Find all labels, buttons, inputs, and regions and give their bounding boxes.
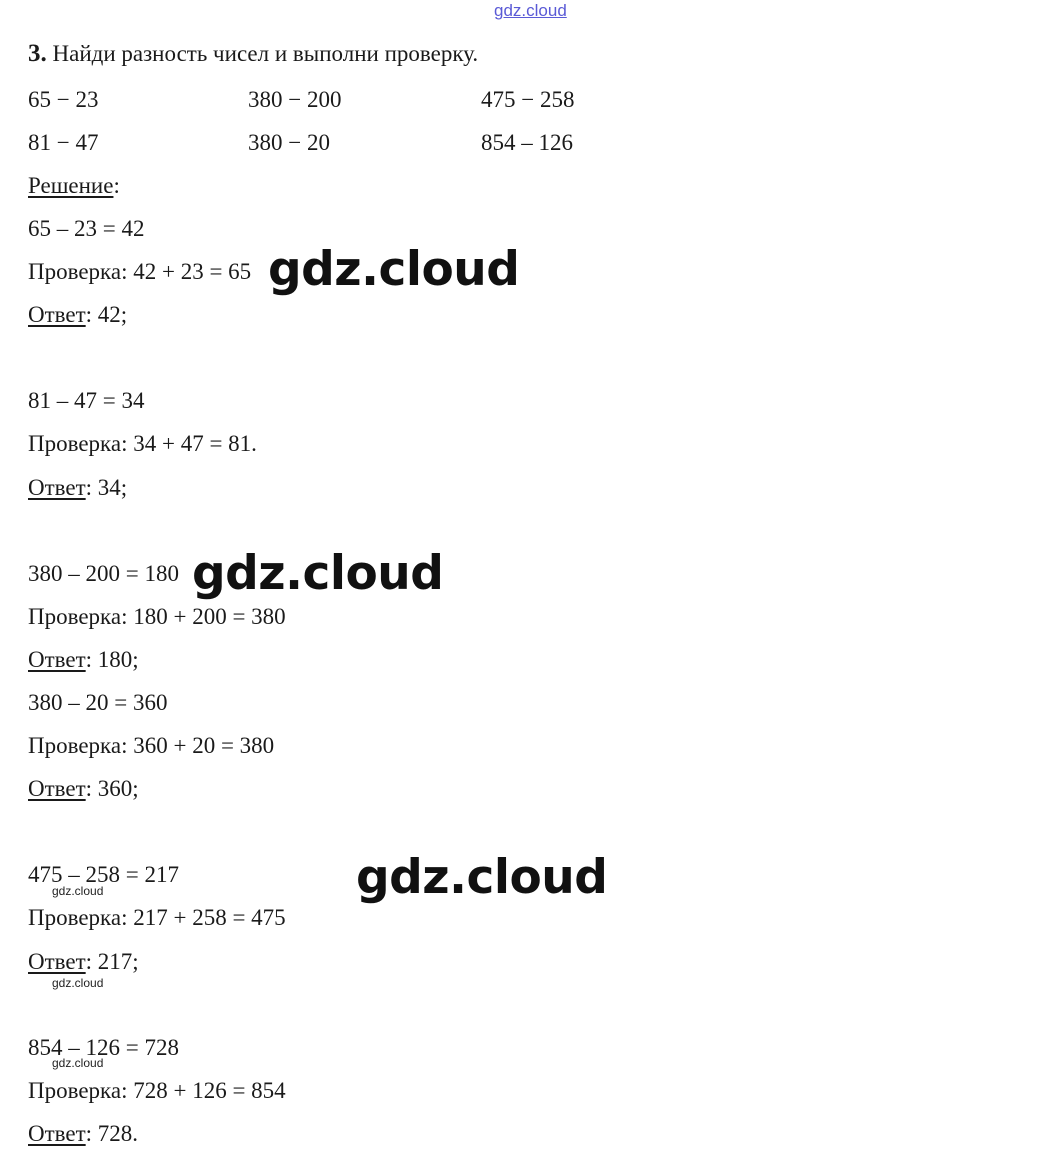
exercise-item: 81 − 47 bbox=[28, 130, 99, 155]
watermark-large: gdz.cloud bbox=[192, 546, 444, 601]
solution-equation: 475 – 258 = 217 bbox=[28, 862, 179, 887]
solution-equation: 65 – 23 = 42 bbox=[28, 216, 145, 241]
task-text: Найди разность чисел и выполни проверку. bbox=[52, 41, 479, 66]
solution-colon: : bbox=[113, 173, 120, 198]
exercise-item: 65 − 23 bbox=[28, 87, 99, 112]
solution-answer bbox=[28, 646, 139, 674]
exercise-item: 380 − 200 bbox=[248, 87, 342, 112]
watermark-small: gdz.cloud bbox=[52, 976, 104, 990]
watermark-large: gdz.cloud bbox=[268, 242, 520, 297]
task-title bbox=[28, 40, 478, 68]
solution-answer bbox=[28, 1120, 138, 1148]
watermark-top: gdz.cloud bbox=[494, 1, 567, 20]
solution-answer bbox=[28, 474, 127, 502]
answer-value: : 217; bbox=[85, 949, 139, 974]
solution-equation: 854 – 126 = 728 bbox=[28, 1035, 179, 1060]
answer-value: : 34; bbox=[85, 475, 128, 500]
answer-value: : 42; bbox=[85, 302, 128, 327]
solution-answer bbox=[28, 301, 127, 329]
solution-check: Проверка: 180 + 200 = 380 bbox=[28, 604, 286, 629]
solution-equation: 380 – 20 = 360 bbox=[28, 690, 168, 715]
solution-check: Проверка: 360 + 20 = 380 bbox=[28, 733, 275, 758]
solution-heading bbox=[28, 172, 120, 200]
solution-check: Проверка: 728 + 126 = 854 bbox=[28, 1078, 286, 1103]
solution-equation: 380 – 200 = 180 bbox=[28, 561, 179, 586]
solution-check: Проверка: 34 + 47 = 81. bbox=[28, 431, 257, 456]
task-number: 3. bbox=[28, 40, 47, 67]
exercise-item: 380 − 20 bbox=[248, 130, 330, 155]
answer-label: Ответ bbox=[28, 475, 86, 500]
solution-answer bbox=[28, 775, 139, 803]
answer-label: Ответ bbox=[28, 647, 86, 672]
answer-value: : 360; bbox=[85, 776, 139, 801]
exercise-item: 475 − 258 bbox=[481, 87, 575, 112]
solution-answer bbox=[28, 948, 139, 976]
solution-check: Проверка: 217 + 258 = 475 bbox=[28, 905, 286, 930]
answer-value: : 180; bbox=[85, 647, 139, 672]
solution-label: Решение bbox=[28, 173, 114, 198]
solution-equation: 81 – 47 = 34 bbox=[28, 388, 145, 413]
answer-label: Ответ bbox=[28, 302, 86, 327]
answer-label: Ответ bbox=[28, 949, 86, 974]
watermark-small: gdz.cloud bbox=[52, 1056, 104, 1070]
exercise-item: 854 – 126 bbox=[481, 130, 573, 155]
solution-check: Проверка: 42 + 23 = 65 bbox=[28, 259, 252, 284]
answer-label: Ответ bbox=[28, 776, 86, 801]
watermark-large: gdz.cloud bbox=[356, 850, 608, 905]
answer-value: : 728. bbox=[85, 1121, 139, 1146]
watermark-small: gdz.cloud bbox=[52, 884, 104, 898]
answer-label: Ответ bbox=[28, 1121, 86, 1146]
